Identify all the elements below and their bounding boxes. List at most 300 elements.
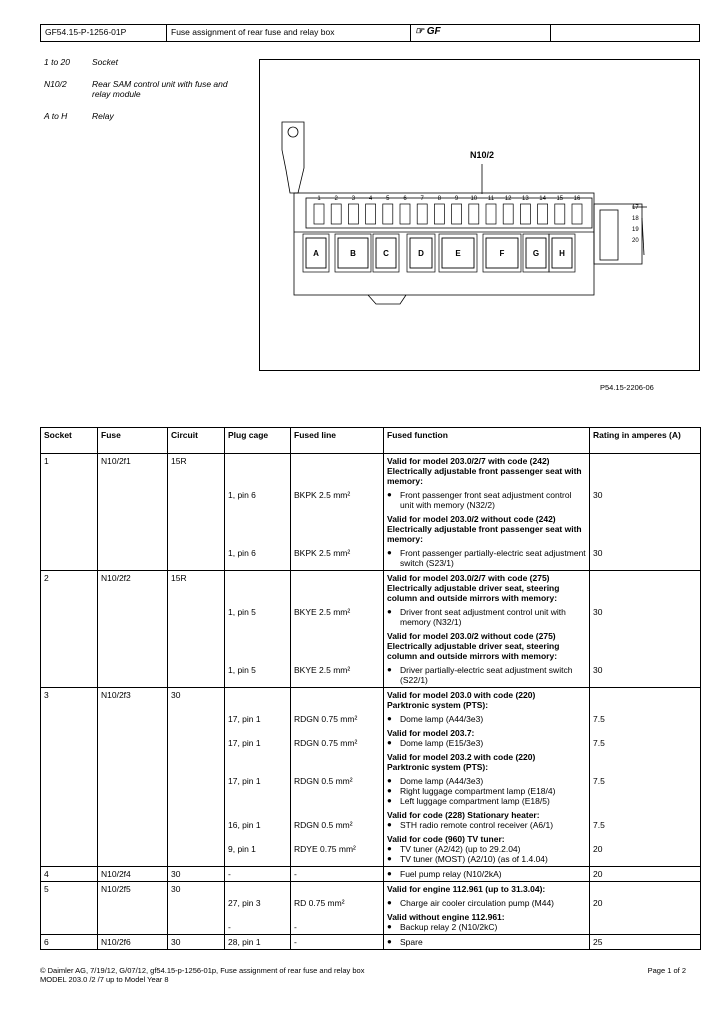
cell-function — [384, 774, 590, 808]
cell-socket — [41, 867, 98, 882]
fuse-slot — [452, 204, 462, 224]
cell-text: N10/2f1 — [101, 456, 131, 466]
function-heading: Parktronic system (PTS): — [387, 700, 489, 710]
validity-heading: Valid without engine 112.961: — [387, 912, 505, 922]
cell-plug — [225, 688, 291, 713]
cell-rating — [590, 663, 701, 688]
validity-heading: Valid for code (228) Stationary heater: — [387, 810, 540, 820]
cell-rating — [590, 882, 701, 897]
cell-fuse — [98, 832, 168, 867]
cell-line — [291, 688, 384, 713]
cell-fuse — [98, 808, 168, 832]
cell-plug — [225, 935, 291, 950]
cell-spacer — [228, 834, 287, 844]
table-row — [41, 454, 701, 489]
rating-value: 30 — [593, 665, 603, 675]
gf-logo-icon: ☞ — [415, 26, 424, 37]
table-header-row — [41, 428, 701, 454]
table-row — [41, 774, 701, 808]
cell-rating — [590, 512, 701, 546]
cell-socket — [41, 488, 98, 512]
cell-line — [291, 750, 384, 774]
cell-spacer — [294, 810, 380, 820]
cell-circuit — [168, 867, 225, 882]
side-number-label: 17 — [632, 205, 639, 211]
cell-circuit — [168, 663, 225, 688]
cell-fuse — [98, 605, 168, 629]
cell-rating — [590, 629, 701, 663]
side-number-label: 18 — [632, 216, 639, 222]
cell-socket — [41, 629, 98, 663]
cell-spacer — [294, 834, 380, 844]
cell-text: 1 — [44, 456, 49, 466]
relay-letter-label: H — [559, 249, 565, 258]
cell-plug — [225, 750, 291, 774]
fuse-slot — [434, 204, 444, 224]
legend-item — [44, 57, 244, 67]
cell-plug — [225, 774, 291, 808]
cell-spacer — [228, 912, 287, 922]
relay-letter-label: C — [383, 249, 389, 258]
cell-socket — [41, 935, 98, 950]
table-row — [41, 935, 701, 950]
cell-socket — [41, 896, 98, 910]
cell-line — [291, 774, 384, 808]
cell-function — [384, 935, 590, 950]
cell-text: 3 — [44, 690, 49, 700]
cell-socket — [41, 546, 98, 571]
cell-text: - — [228, 922, 231, 932]
cell-text: N10/2f6 — [101, 937, 131, 947]
table-row — [41, 571, 701, 606]
cell-text: 9, pin 1 — [228, 844, 256, 854]
cell-text: 17, pin 1 — [228, 738, 261, 748]
cell-text: N10/2f5 — [101, 884, 131, 894]
cell-fuse — [98, 663, 168, 688]
cell-text: - — [294, 937, 297, 947]
table-row — [41, 663, 701, 688]
rating-value: 20 — [593, 869, 603, 879]
fuse-slot — [348, 204, 358, 224]
function-bullet: ● TV tuner (MOST) (A2/10) (as of 1.4.04) — [387, 854, 586, 864]
rating-value: 20 — [593, 844, 603, 854]
cell-fuse — [98, 629, 168, 663]
cell-function — [384, 882, 590, 897]
function-bullet: ● Dome lamp (A44/3e3) — [387, 714, 586, 724]
cell-function — [384, 896, 590, 910]
table-row — [41, 726, 701, 750]
cell-text: 17, pin 1 — [228, 714, 261, 724]
cell-line — [291, 512, 384, 546]
cell-circuit — [168, 896, 225, 910]
cell-function — [384, 454, 590, 489]
cell-function — [384, 546, 590, 571]
cell-function — [384, 663, 590, 688]
figure-caption: P54.15-2206-06 — [600, 383, 654, 392]
relay-letter-label: F — [499, 249, 505, 258]
cell-spacer — [593, 912, 697, 922]
cell-text: BKPK 2.5 mm² — [294, 490, 351, 500]
cell-text: RDGN 0.5 mm² — [294, 776, 353, 786]
cell-fuse — [98, 882, 168, 897]
column-header: Plug cage — [225, 428, 291, 454]
fuse-number-label: 9 — [454, 196, 459, 202]
fuse-number-label: 7 — [420, 196, 424, 202]
table-row — [41, 910, 701, 935]
cell-fuse — [98, 454, 168, 489]
cell-text: 5 — [44, 884, 49, 894]
mounting-bracket — [282, 122, 304, 193]
cell-line — [291, 571, 384, 606]
cell-plug — [225, 571, 291, 606]
cell-rating — [590, 808, 701, 832]
relay-letter-label: D — [418, 249, 424, 258]
function-bullet: ● Charge air cooler circulation pump (M44) — [387, 898, 586, 908]
cell-text: 1, pin 5 — [228, 665, 256, 675]
cell-text: RDGN 0.75 mm² — [294, 714, 358, 724]
cell-rating — [590, 726, 701, 750]
cell-text: 4 — [44, 869, 49, 879]
cell-spacer — [593, 834, 697, 844]
validity-heading: Valid for model 203.0/2 without code (242) — [387, 514, 556, 524]
cell-plug — [225, 808, 291, 832]
fuse-number-label: 6 — [403, 196, 407, 202]
cell-rating — [590, 712, 701, 726]
validity-heading: Valid for model 203.0 with code (220) — [387, 690, 536, 700]
cell-socket — [41, 750, 98, 774]
cell-plug — [225, 629, 291, 663]
cell-spacer — [593, 728, 697, 738]
relay-letter-label: B — [350, 249, 356, 258]
cell-spacer — [593, 810, 697, 820]
fuse-slot — [469, 204, 479, 224]
table-row — [41, 605, 701, 629]
legend-value: Relay — [92, 111, 114, 121]
cell-fuse — [98, 712, 168, 726]
cell-circuit — [168, 488, 225, 512]
cell-circuit — [168, 750, 225, 774]
document-header — [40, 24, 700, 42]
legend-key: 1 to 20 — [44, 57, 70, 67]
function-heading: Electrically adjustable front passenger seat with memory: — [387, 466, 582, 486]
table-row — [41, 750, 701, 774]
fuse-slot — [383, 204, 393, 224]
footer-copyright: © Daimler AG, 7/19/12, G/07/12, gf54.15-p-1256-01p, Fuse assignment of rear fuse and relay box — [40, 966, 365, 975]
cell-text: 1, pin 5 — [228, 607, 256, 617]
cell-line — [291, 546, 384, 571]
page-footer — [40, 966, 700, 984]
cell-socket — [41, 571, 98, 606]
cell-circuit — [168, 512, 225, 546]
fuse-slot — [331, 204, 341, 224]
cell-text: 1, pin 6 — [228, 490, 256, 500]
cell-plug — [225, 512, 291, 546]
table-row — [41, 808, 701, 832]
fuse-table — [40, 427, 701, 950]
function-heading: Parktronic system (PTS): — [387, 762, 489, 772]
function-bullet: ● STH radio remote control receiver (A6/1) — [387, 820, 586, 830]
cell-socket — [41, 605, 98, 629]
fuse-slot — [366, 204, 376, 224]
cell-function — [384, 910, 590, 935]
cell-plug — [225, 454, 291, 489]
cell-spacer — [294, 728, 380, 738]
cell-function — [384, 688, 590, 713]
cell-circuit — [168, 712, 225, 726]
legend — [44, 57, 244, 133]
validity-heading: Valid for model 203.2 with code (220) — [387, 752, 536, 762]
cell-spacer — [228, 728, 287, 738]
function-heading: Electrically adjustable front passenger seat with memory: — [387, 524, 582, 544]
doc-title: Fuse assignment of rear fuse and relay box — [167, 25, 411, 41]
cell-socket — [41, 832, 98, 867]
cell-function — [384, 750, 590, 774]
fuse-box-drawing — [260, 60, 701, 372]
cell-rating — [590, 910, 701, 935]
fuse-number-label: 8 — [437, 196, 442, 202]
cell-text: 30 — [171, 690, 181, 700]
doc-id: GF54.15-P-1256-01P — [41, 25, 167, 41]
cell-text: BKYE 2.5 mm² — [294, 665, 351, 675]
cell-function — [384, 512, 590, 546]
cell-line — [291, 867, 384, 882]
cell-rating — [590, 832, 701, 867]
legend-value: Rear SAM control unit with fuse and relay module — [92, 79, 228, 99]
cell-line — [291, 808, 384, 832]
fuse-number-label: 3 — [351, 196, 356, 202]
cell-socket — [41, 726, 98, 750]
rating-value: 7.5 — [593, 714, 605, 724]
table-row — [41, 896, 701, 910]
legend-value: Socket — [92, 57, 118, 67]
cell-circuit — [168, 546, 225, 571]
validity-heading: Valid for model 203.0/2 without code (275) — [387, 631, 556, 641]
cell-circuit — [168, 726, 225, 750]
column-header: Circuit — [168, 428, 225, 454]
gf-logo — [411, 25, 551, 41]
module-label: N10/2 — [470, 150, 495, 160]
table-row — [41, 867, 701, 882]
function-bullet: ● Fuel pump relay (N10/2kA) — [387, 869, 586, 879]
column-header: Rating in amperes (A) — [590, 428, 701, 454]
cell-text: RD 0.75 mm² — [294, 898, 345, 908]
function-heading: Electrically adjustable driver seat, steering column and outside mirrors with memory: — [387, 641, 560, 661]
function-bullet: ● Front passenger front seat adjustment control unit with memory (N32/2) — [387, 490, 586, 510]
cell-circuit — [168, 454, 225, 489]
cell-text: 15R — [171, 573, 187, 583]
cell-fuse — [98, 512, 168, 546]
cell-socket — [41, 512, 98, 546]
table-row — [41, 688, 701, 713]
cell-plug — [225, 546, 291, 571]
cell-function — [384, 726, 590, 750]
cell-rating — [590, 488, 701, 512]
cell-circuit — [168, 935, 225, 950]
cell-text: N10/2f3 — [101, 690, 131, 700]
cell-circuit — [168, 629, 225, 663]
fuse-number-label: 11 — [487, 196, 495, 202]
fuse-slot — [314, 204, 324, 224]
cell-function — [384, 712, 590, 726]
fuse-number-label: 16 — [573, 196, 581, 202]
cell-line — [291, 910, 384, 935]
header-empty-cell — [551, 25, 699, 41]
page-number: Page 1 of 2 — [647, 966, 686, 975]
fuse-slot — [486, 204, 496, 224]
cell-line — [291, 896, 384, 910]
cell-socket — [41, 910, 98, 935]
cell-line — [291, 712, 384, 726]
cell-line — [291, 882, 384, 897]
cell-text: 28, pin 1 — [228, 937, 261, 947]
fuse-number-label: 4 — [368, 196, 373, 202]
table-row — [41, 512, 701, 546]
cell-text: RDGN 0.75 mm² — [294, 738, 358, 748]
cell-text: 30 — [171, 937, 181, 947]
relay-letter-label: A — [313, 249, 319, 258]
cell-line — [291, 454, 384, 489]
cell-line — [291, 832, 384, 867]
cell-fuse — [98, 750, 168, 774]
gf-logo-text: GF — [426, 26, 441, 37]
validity-heading: Valid for model 203.0/2/7 with code (242) — [387, 456, 550, 466]
function-bullet: ● Spare — [387, 937, 586, 947]
rating-value: 30 — [593, 607, 603, 617]
rating-value: 30 — [593, 490, 603, 500]
cell-line — [291, 488, 384, 512]
function-bullet: ● Front passenger partially-electric seat adjustment switch (S23/1) — [387, 548, 586, 568]
cell-text: BKPK 2.5 mm² — [294, 548, 351, 558]
cell-line — [291, 629, 384, 663]
cell-function — [384, 629, 590, 663]
cell-spacer — [228, 810, 287, 820]
column-header: Fused line — [291, 428, 384, 454]
cell-rating — [590, 935, 701, 950]
fuse-number-label: 2 — [334, 196, 338, 202]
cell-text: BKYE 2.5 mm² — [294, 607, 351, 617]
cell-fuse — [98, 896, 168, 910]
cell-fuse — [98, 935, 168, 950]
function-bullet: ● Right luggage compartment lamp (E18/4) — [387, 786, 586, 796]
cell-plug — [225, 882, 291, 897]
cell-text: - — [228, 869, 231, 879]
function-bullet: ● Driver partially-electric seat adjustment switch (S22/1) — [387, 665, 586, 685]
cell-plug — [225, 663, 291, 688]
function-bullet: ● TV tuner (A2/42) (up to 29.2.04) — [387, 844, 586, 854]
side-connector-block — [600, 210, 618, 260]
cell-rating — [590, 750, 701, 774]
cell-plug — [225, 605, 291, 629]
cell-function — [384, 867, 590, 882]
column-header: Fuse — [98, 428, 168, 454]
cell-plug — [225, 712, 291, 726]
fuse-number-label: 1 — [317, 196, 321, 202]
cell-text: 17, pin 1 — [228, 776, 261, 786]
fuse-number-label: 14 — [539, 196, 546, 202]
fuse-number-label: 15 — [556, 196, 564, 202]
side-number-label: 20 — [632, 238, 639, 244]
cell-plug — [225, 896, 291, 910]
cell-function — [384, 605, 590, 629]
cell-fuse — [98, 774, 168, 808]
function-bullet: ● Dome lamp (E15/3e3) — [387, 738, 586, 748]
cell-plug — [225, 910, 291, 935]
fuse-box-figure — [259, 59, 700, 371]
legend-key: A to H — [44, 111, 68, 121]
fuse-number-label: 13 — [522, 196, 529, 202]
cell-text: 2 — [44, 573, 49, 583]
cell-socket — [41, 688, 98, 713]
cell-socket — [41, 712, 98, 726]
cell-line — [291, 663, 384, 688]
cell-circuit — [168, 571, 225, 606]
cell-plug — [225, 867, 291, 882]
cell-function — [384, 488, 590, 512]
cell-plug — [225, 488, 291, 512]
cell-text: 30 — [171, 884, 181, 894]
legend-item — [44, 79, 244, 99]
cell-text: RDGN 0.5 mm² — [294, 820, 353, 830]
cell-fuse — [98, 571, 168, 606]
cell-socket — [41, 774, 98, 808]
relay-letter-label: G — [532, 249, 540, 258]
cell-spacer — [294, 912, 380, 922]
cell-circuit — [168, 774, 225, 808]
cell-fuse — [98, 546, 168, 571]
bracket-hole — [288, 127, 298, 137]
table-row — [41, 546, 701, 571]
cell-text: 6 — [44, 937, 49, 947]
cell-rating — [590, 571, 701, 606]
cell-text: N10/2f2 — [101, 573, 131, 583]
cell-circuit — [168, 808, 225, 832]
table-row — [41, 882, 701, 897]
cell-function — [384, 832, 590, 867]
cell-plug — [225, 726, 291, 750]
cell-socket — [41, 663, 98, 688]
cell-text: - — [294, 922, 297, 932]
cell-rating — [590, 605, 701, 629]
cell-plug — [225, 832, 291, 867]
table-row — [41, 629, 701, 663]
cell-line — [291, 935, 384, 950]
cell-line — [291, 726, 384, 750]
rating-value: 20 — [593, 898, 603, 908]
cell-text: 27, pin 3 — [228, 898, 261, 908]
fuse-slot — [400, 204, 410, 224]
cell-rating — [590, 896, 701, 910]
validity-heading: Valid for engine 112.961 (up to 31.3.04): — [387, 884, 546, 894]
rating-value: 25 — [593, 937, 603, 947]
side-number-label: 19 — [632, 227, 639, 233]
fuse-number-label: 10 — [470, 196, 478, 202]
fuse-strip — [306, 198, 592, 228]
rating-value: 7.5 — [593, 820, 605, 830]
cell-rating — [590, 546, 701, 571]
cell-socket — [41, 808, 98, 832]
fuse-slot — [572, 204, 582, 224]
validity-heading: Valid for code (960) TV tuner: — [387, 834, 505, 844]
cell-fuse — [98, 910, 168, 935]
cell-text: 15R — [171, 456, 187, 466]
column-header: Socket — [41, 428, 98, 454]
bottom-tab — [368, 295, 406, 304]
cell-fuse — [98, 867, 168, 882]
fuse-number-label: 5 — [386, 196, 390, 202]
cell-fuse — [98, 488, 168, 512]
function-heading: Electrically adjustable driver seat, steering column and outside mirrors with memory: — [387, 583, 560, 603]
function-bullet: ● Driver front seat adjustment control unit with memory (N32/1) — [387, 607, 586, 627]
